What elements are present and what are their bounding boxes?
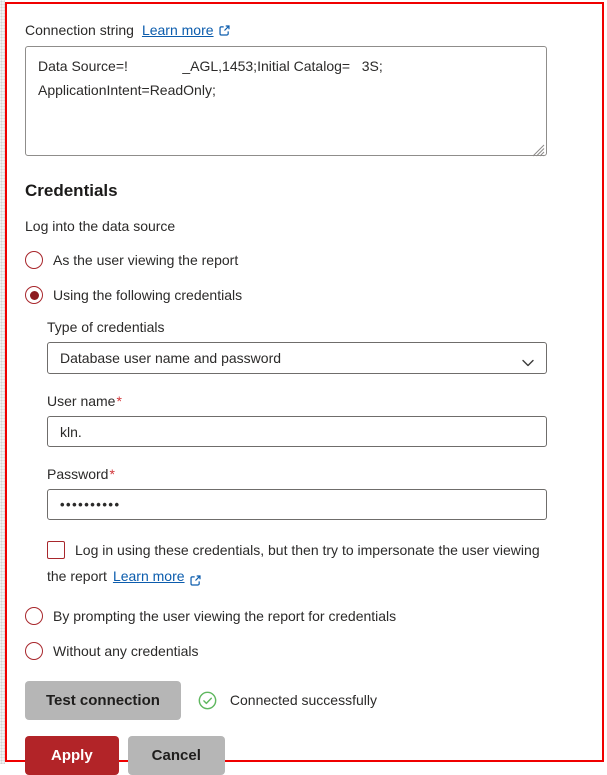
connection-string-field-wrap bbox=[25, 46, 547, 161]
form-actions-row bbox=[25, 736, 584, 775]
impersonate-label: Log in using these credentials, but then try to impersonate the user viewing the report bbox=[47, 542, 540, 584]
cancel-button[interactable]: Cancel bbox=[128, 736, 225, 775]
radio-icon-as-user[interactable] bbox=[25, 251, 43, 269]
status-text: Connected successfully bbox=[229, 692, 377, 709]
type-of-credentials-label: Type of credentials bbox=[47, 319, 165, 335]
external-link-icon bbox=[218, 24, 231, 37]
radio-label-using-credentials: Using the following credentials bbox=[53, 287, 243, 303]
impersonate-learn-more-link[interactable] bbox=[113, 564, 202, 590]
login-subheading: Log into the data source bbox=[25, 218, 176, 234]
connection-string-input[interactable] bbox=[25, 46, 547, 156]
radio-option-using-credentials[interactable] bbox=[25, 286, 584, 304]
resize-handle-icon[interactable] bbox=[532, 144, 545, 157]
radio-label-as-user: As the user viewing the report bbox=[53, 252, 239, 268]
password-label: Password bbox=[47, 466, 109, 482]
credentials-type-select[interactable] bbox=[47, 342, 547, 374]
learn-more-label: Learn more bbox=[141, 22, 214, 38]
connection-learn-more-link[interactable] bbox=[142, 22, 231, 38]
username-required-mark: * bbox=[116, 393, 122, 409]
external-link-icon bbox=[189, 570, 202, 583]
radio-icon-using-credentials[interactable] bbox=[25, 286, 43, 304]
test-connection-button[interactable]: Test connection bbox=[25, 681, 181, 720]
test-connection-row bbox=[25, 681, 584, 720]
password-required-mark: * bbox=[109, 466, 115, 482]
radio-label-prompt-user: By prompting the user viewing the report for credentials bbox=[53, 607, 397, 624]
username-input[interactable] bbox=[47, 416, 547, 447]
credentials-heading: Credentials bbox=[25, 181, 118, 200]
connection-string-label: Connection string bbox=[25, 22, 134, 38]
credentials-type-value: Database user name and password bbox=[60, 350, 282, 366]
impersonate-learn-more-label: Learn more bbox=[112, 567, 185, 584]
password-label-row bbox=[47, 466, 584, 482]
username-label-row bbox=[47, 393, 584, 409]
radio-option-prompt-user[interactable] bbox=[25, 607, 584, 625]
password-input[interactable] bbox=[47, 489, 547, 520]
radio-icon-without-credentials[interactable] bbox=[25, 642, 43, 660]
impersonate-checkbox[interactable] bbox=[47, 541, 65, 559]
chevron-down-icon bbox=[522, 354, 534, 362]
radio-icon-prompt-user[interactable] bbox=[25, 607, 43, 625]
username-label: User name bbox=[47, 393, 116, 409]
apply-button[interactable]: Apply bbox=[25, 736, 119, 775]
radio-option-without-credentials[interactable] bbox=[25, 642, 584, 660]
connection-string-row bbox=[25, 22, 584, 38]
radio-option-as-user[interactable] bbox=[25, 251, 584, 269]
credentials-detail-section bbox=[47, 319, 584, 590]
check-circle-icon bbox=[198, 691, 217, 710]
data-source-panel bbox=[5, 2, 604, 762]
impersonate-checkbox-row[interactable] bbox=[47, 538, 559, 590]
radio-label-without-credentials: Without any credentials bbox=[53, 642, 199, 659]
connection-status bbox=[198, 691, 377, 710]
